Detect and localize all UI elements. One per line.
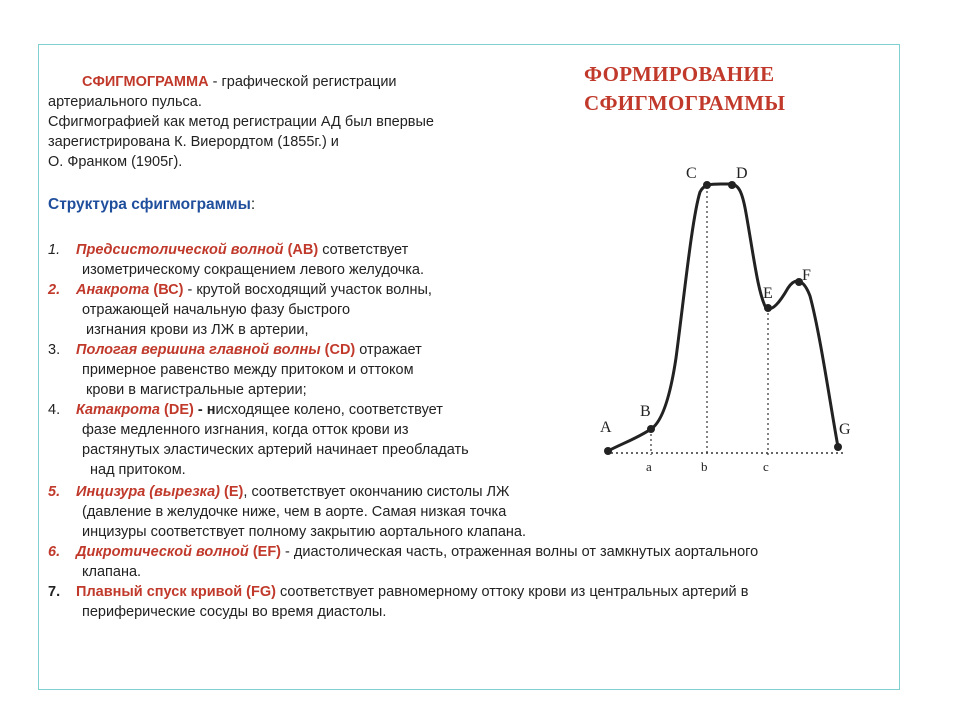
list-item-6: [48, 542, 758, 582]
point-G-label: G: [839, 421, 851, 438]
item-number: 2.: [48, 282, 61, 298]
item-continuation: изометрическому сокращением левого желудочка.: [82, 262, 425, 278]
item-continuation: растянутых эластических артерий начинает преобладать: [82, 442, 469, 458]
list-item-2: [48, 280, 432, 340]
item-code: (DE): [164, 402, 194, 418]
item-continuation: периферические сосуды во время диастолы.: [82, 604, 387, 620]
list-item-5: [48, 482, 526, 542]
slide-title-line2: СФИГМОГРАММЫ: [584, 91, 786, 115]
point-C-label: C: [686, 165, 697, 182]
item-text: исходящее колено, соответствует: [215, 402, 443, 418]
point-E-label: E: [763, 285, 773, 302]
structure-heading-colon: :: [250, 196, 256, 213]
item-term: Инцизура (вырезка): [76, 484, 221, 500]
structure-heading: [48, 196, 255, 214]
list-item-1: [48, 240, 424, 280]
item-code: (АВ): [287, 242, 319, 258]
intro-def-tail: - графической регистрации: [208, 74, 397, 90]
intro-line4: зарегистрирована К. Виерордтом (1855г.) и: [48, 134, 339, 150]
item-term: Катакрота: [76, 402, 160, 418]
sphygmogram-diagram: [596, 158, 866, 478]
item-continuation: инцизуры соответствует полному закрытию аортального клапана.: [82, 524, 527, 540]
item-number: 3.: [48, 342, 61, 358]
item-continuation: примерное равенство между притоком и оттоком: [82, 362, 414, 378]
point-F-label: F: [802, 267, 811, 284]
point-B-label: B: [640, 403, 651, 420]
item-text: соответствует равномерному оттоку крови из центральных артерий в: [275, 584, 749, 600]
item-continuation: над притоком.: [90, 462, 186, 478]
item-dash: - н: [193, 402, 216, 418]
item-code: (EF): [252, 544, 281, 560]
item-continuation: клапана.: [82, 564, 142, 580]
intro-line2: артериального пульса.: [48, 94, 202, 110]
point-B-marker: [647, 425, 655, 433]
item-code: (ВС): [153, 282, 184, 298]
item-term: Пологая вершина главной волны: [76, 342, 321, 358]
item-code: (E): [224, 484, 244, 500]
point-G-marker: [834, 443, 842, 451]
list-item-4: [48, 400, 469, 480]
slide-title: [584, 60, 844, 118]
item-text: , соответствует окончанию систолы ЛЖ: [243, 484, 510, 500]
list-item-7: [48, 582, 748, 622]
item-number: 1.: [48, 242, 61, 258]
item-term: Плавный спуск кривой: [76, 584, 243, 600]
item-number: 6.: [48, 544, 61, 560]
intro-term: СФИГМОГРАММА: [82, 74, 209, 90]
item-continuation: крови в магистральные артерии;: [86, 382, 307, 398]
point-E-marker: [764, 304, 772, 312]
point-D-marker: [728, 181, 736, 189]
item-text: сответствует: [318, 242, 409, 258]
item-code: (CD): [324, 342, 356, 358]
item-continuation: (давление в желудочке ниже, чем в аорте. Самая низкая точка: [82, 504, 507, 520]
item-term: Дикротической волной: [76, 544, 249, 560]
axis-label-b: b: [701, 459, 708, 474]
axis-label-c: c: [763, 459, 769, 474]
item-term: Предсистолической волной: [76, 242, 284, 258]
point-A-label: A: [600, 419, 612, 436]
axis-label-a: a: [646, 459, 652, 474]
item-text: отражает: [355, 342, 422, 358]
item-number: 7.: [48, 584, 61, 600]
item-code: (FG): [246, 584, 276, 600]
item-text: - диастолическая часть, отраженная волны от замкнутых аортального: [281, 544, 759, 560]
intro-line5: О. Франком (1905г).: [48, 154, 183, 170]
item-continuation: отражающей начальную фазу быстрого: [82, 302, 351, 318]
point-A-marker: [604, 447, 612, 455]
item-term: Анакрота: [76, 282, 150, 298]
item-continuation: изгнания крови из ЛЖ в артерии,: [86, 322, 309, 338]
point-D-label: D: [736, 165, 748, 182]
item-number: 5.: [48, 484, 61, 500]
item-text: - крутой восходящий участок волны,: [183, 282, 432, 298]
item-continuation: фазе медленного изгнания, когда отток крови из: [82, 422, 409, 438]
slide-title-line1: ФОРМИРОВАНИЕ: [584, 62, 775, 86]
intro-line3: Сфигмографией как метод регистрации АД был впервые: [48, 114, 434, 130]
item-number: 4.: [48, 402, 61, 418]
point-C-marker: [703, 181, 711, 189]
list-item-3: [48, 340, 422, 400]
structure-heading-text: Структура сфигмограммы: [48, 196, 251, 213]
intro-paragraph: [48, 72, 528, 172]
